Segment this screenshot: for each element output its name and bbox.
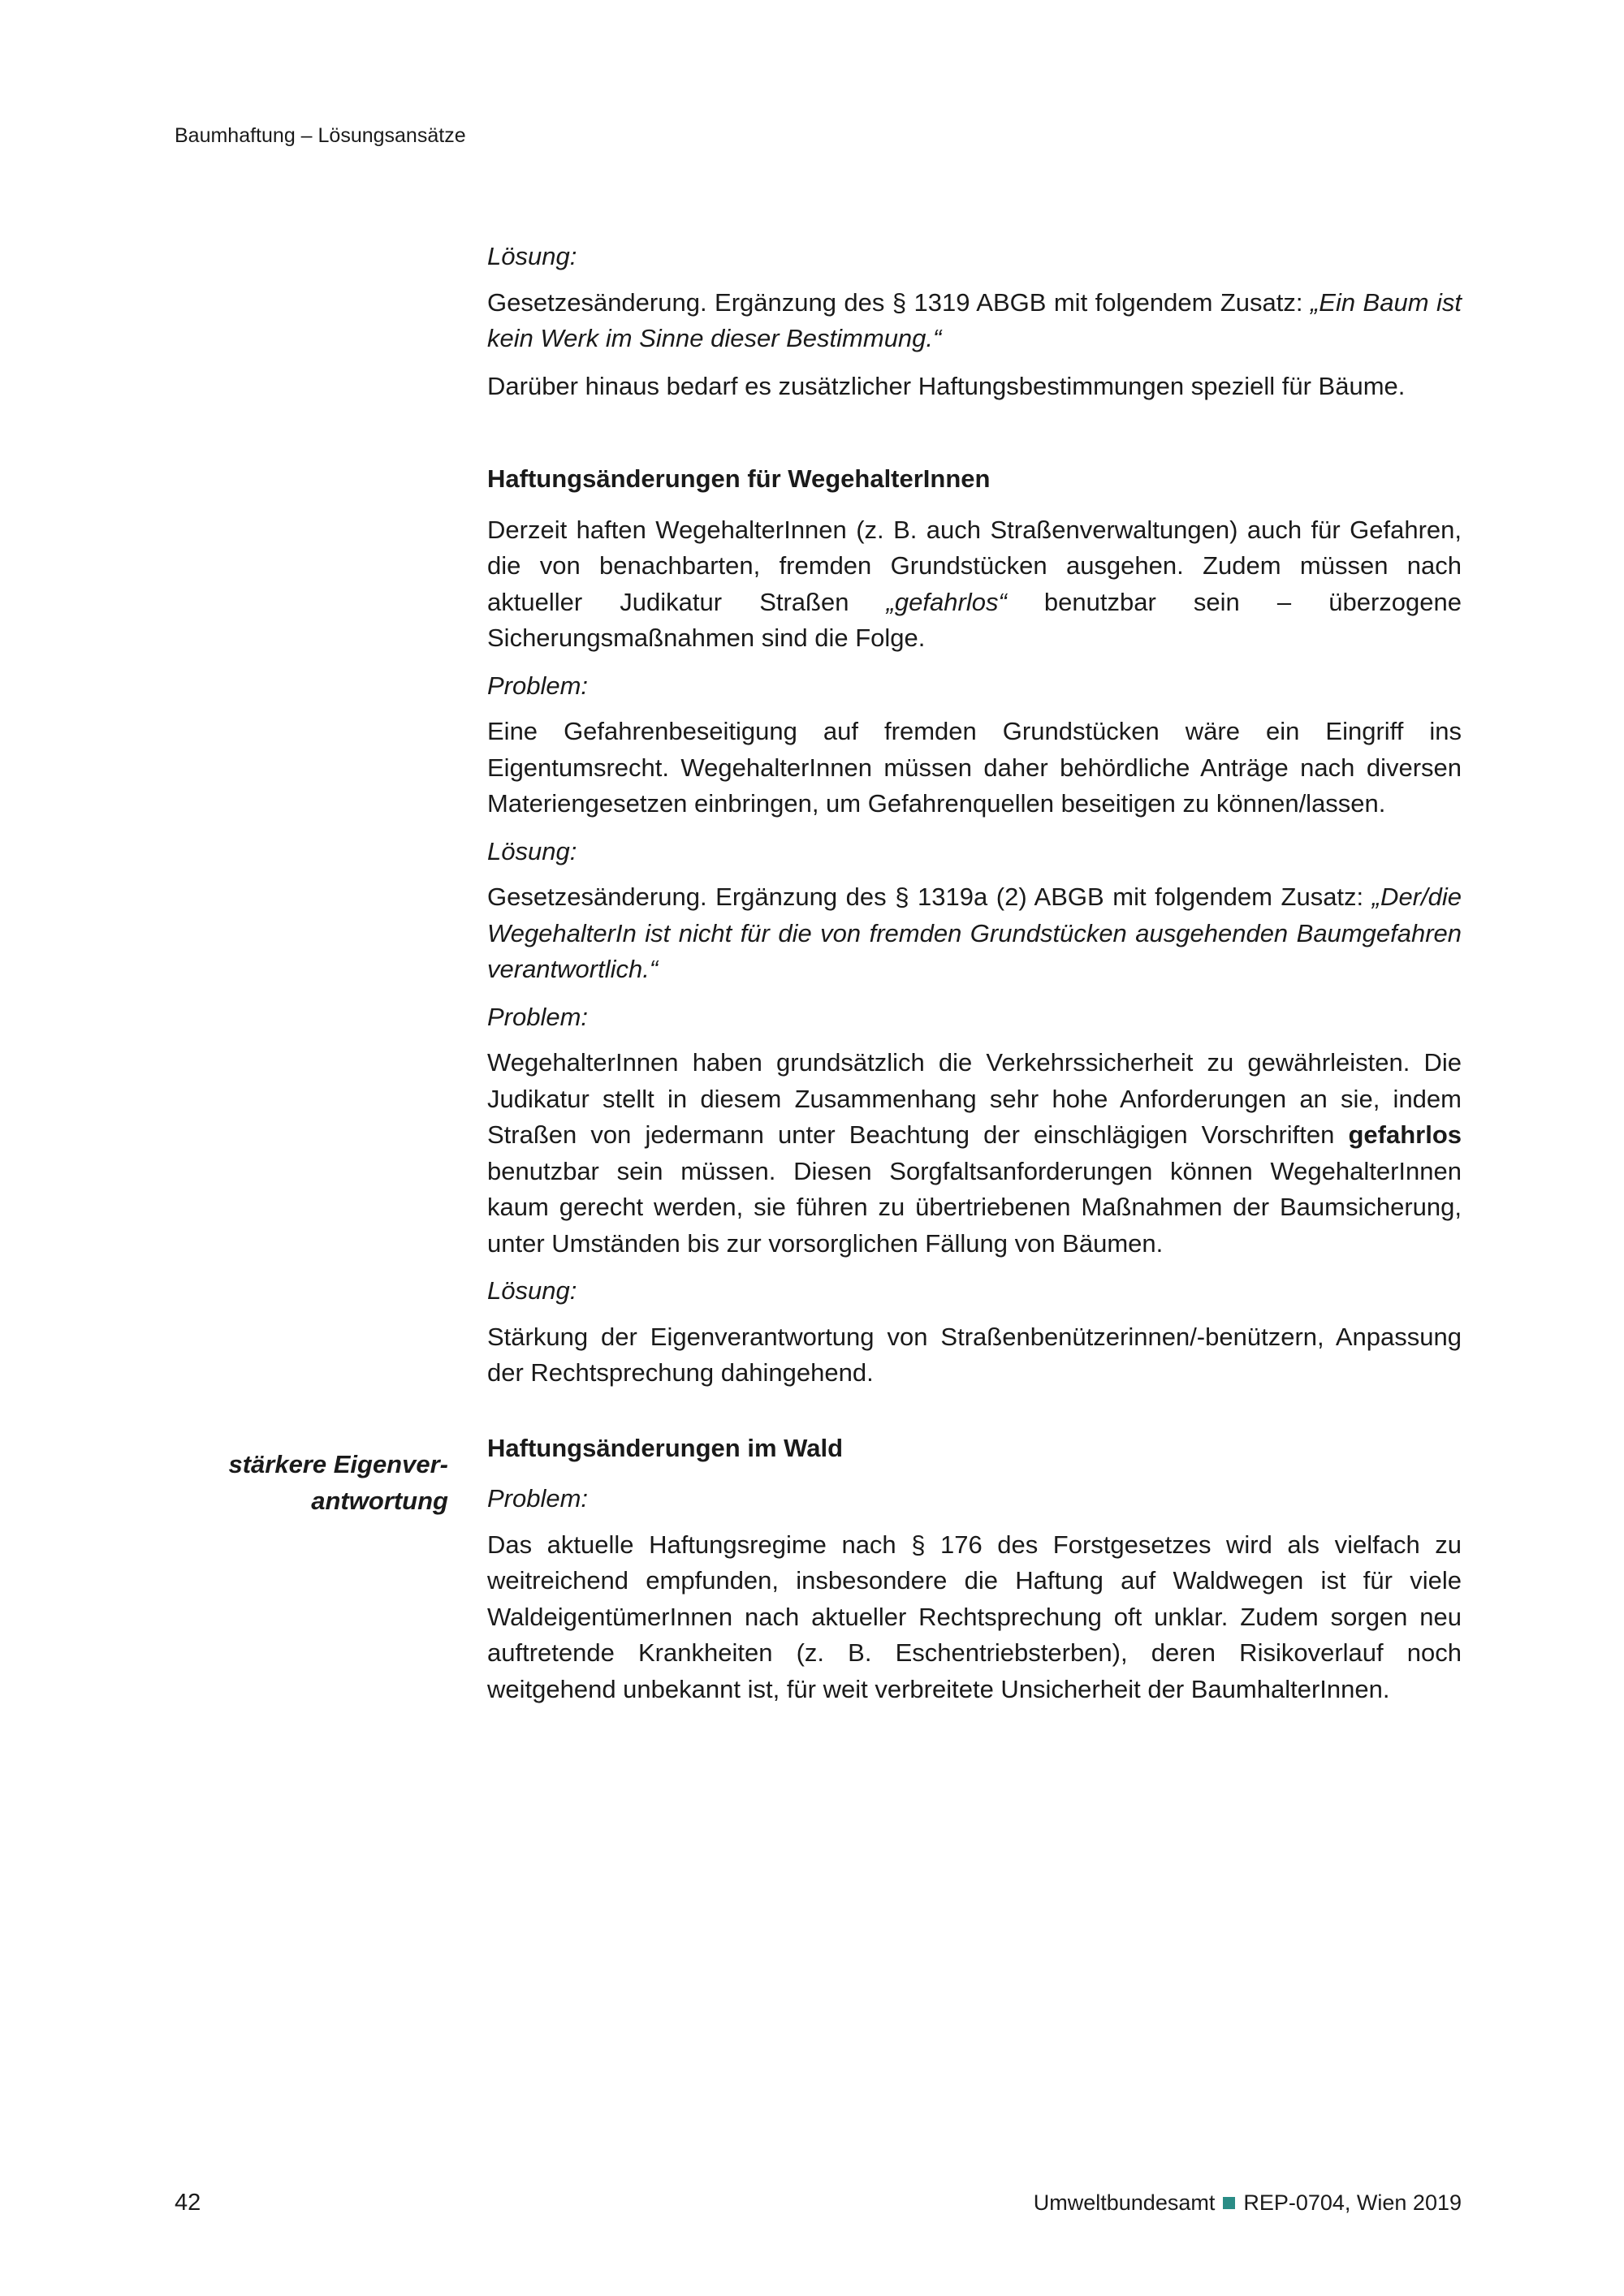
solution-text: Gesetzesänderung. Ergänzung des § 1319a (2) ABGB mit folgendem Zusatz: xyxy=(487,883,1372,911)
square-bullet-icon xyxy=(1223,2197,1235,2209)
solution-quote: „Der/die WegehalterIn ist nicht für die von fremden Grundstücken ausgehenden Baumgefahren verantwortlich.“ xyxy=(487,883,1462,983)
intro-paragraph xyxy=(487,512,1462,657)
problem-paragraph: Eine Gefahrenbeseitigung auf fremden Grundstücken wäre ein Eingriff ins Eigentumsrecht. WegehalterInnen müssen daher behördliche Anträge nach diversen Materiengesetzen einbringen, um Gefahrenquellen beseitigen zu können/lassen. xyxy=(487,717,1462,818)
intro-text-a: Derzeit haften WegehalterInnen (z. B. auch Straßenverwaltungen) auch für Gefahren, die von benachbarten, fremden Grundstücken ausgehen. Zudem müssen nach aktueller Judikatur Straßen xyxy=(487,515,1462,616)
running-header: Baumhaftung – Lösungsansätze xyxy=(175,124,466,147)
intro-text-b: benutzbar sein – überzogene Sicherungsmaßnahmen sind die Folge. xyxy=(487,587,1462,652)
page-number: 42 xyxy=(175,2190,201,2216)
section-heading-wegehalter: Haftungsänderungen für WegehalterInnen xyxy=(487,464,991,493)
solution-paragraph: Stärkung der Eigenverantwortung von Straßenbenützerinnen/-benützern, Anpassung der Rechtsprechung dahingehend. xyxy=(487,1322,1462,1387)
publisher-name: Umweltbundesamt xyxy=(1033,2190,1216,2215)
margin-note-line-2: antwortung xyxy=(311,1486,448,1515)
problem-label: Problem: xyxy=(487,1002,589,1031)
intro-quote: „gefahrlos“ xyxy=(886,587,1007,616)
problem-label: Problem: xyxy=(487,671,589,700)
problem-text-b: benutzbar sein müssen. Diesen Sorgfaltsanforderungen können WegehalterInnen kaum gerecht werden, sie führen zu übertriebenen Maßnahmen der Baumsicherung, unter Umständen bis zur vorsorglichen Fällung von Bäumen. xyxy=(487,1156,1462,1258)
problem-text-a: WegehalterInnen haben grundsätzlich die Verkehrssicherheit zu gewährleisten. Die Judikatur stellt in diesem Zusammenhang sehr hohe Anforderungen an sie, indem Straßen von jedermann unter Beachtung der einschlägigen Vorschriften xyxy=(487,1048,1462,1149)
margin-note xyxy=(205,1447,448,1519)
solution-label: Lösung: xyxy=(487,1276,577,1305)
solution-label: Lösung: xyxy=(487,836,577,865)
margin-note-line-1: stärkere Eigenver- xyxy=(228,1450,448,1478)
problem-paragraph: Das aktuelle Haftungsregime nach § 176 des Forstgesetzes wird als vielfach zu weitreichend empfunden, insbesondere die Haftung auf Waldwegen ist für viele WaldeigentümerInnen nach aktueller Rechtsprechung oft unklar. Zudem sorgen neu auftretende Krankheiten (z. B. Eschentriebsterben), deren Risikoverlauf noch weitgehend unbekannt ist, für weit verbreitete Unsicherheit der BaumhalterInnen. xyxy=(487,1530,1462,1703)
spacer xyxy=(487,1403,1462,1431)
section-heading-wald: Haftungsänderungen im Wald xyxy=(487,1433,844,1462)
solution-label: Lösung: xyxy=(487,242,577,270)
solution-text: Gesetzesänderung. Ergänzung des § 1319 ABGB mit folgendem Zusatz: xyxy=(487,287,1311,317)
spacer xyxy=(487,416,1462,461)
paragraph: Darüber hinaus bedarf es zusätzlicher Haftungsbestimmungen speziell für Bäume. xyxy=(487,371,1406,400)
problem-paragraph xyxy=(487,1045,1462,1262)
solution-paragraph xyxy=(487,879,1462,988)
problem-bold-term: gefahrlos xyxy=(1348,1120,1462,1149)
footer-publisher xyxy=(1034,2187,1462,2218)
report-id: REP-0704, Wien 2019 xyxy=(1243,2190,1462,2215)
solution-quote: „Ein Baum ist kein Werk im Sinne dieser Bestimmung.“ xyxy=(487,287,1462,352)
problem-label: Problem: xyxy=(487,1484,589,1513)
solution-paragraph xyxy=(487,285,1462,357)
main-text xyxy=(487,239,1462,1719)
